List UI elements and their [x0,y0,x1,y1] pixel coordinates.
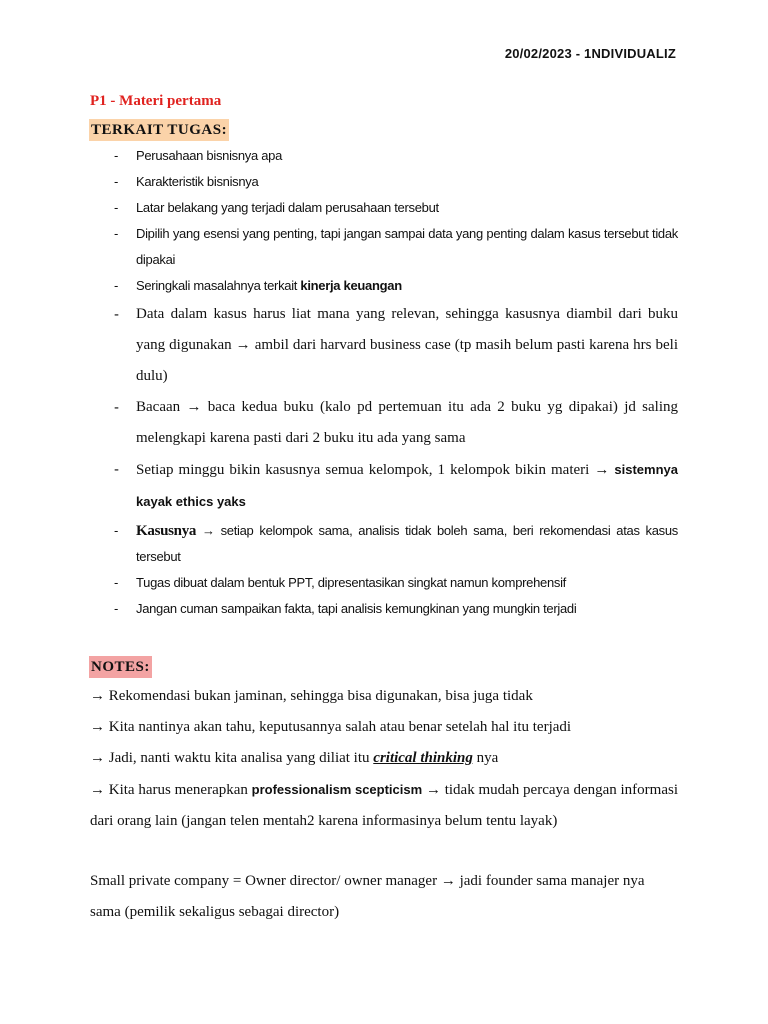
list-item: - Setiap minggu bikin kasusnya semua kelompok, 1 kelompok bikin materi → sistemnya kayak ethics yaks [114,454,678,518]
note-line: → Kita nantinya akan tahu, keputusannya salah atau benar setelah hal itu terjadi [90,719,572,735]
final-note: Small private company = Owner director/ owner manager → jadi founder sama manajer nya sama (pemilik sekaligus sebagai director) [90,873,645,920]
list-item: - Jangan cuman sampaikan fakta, tapi analisis kemungkinan yang mungkin terjadi [114,596,678,622]
list-item: - Bacaan → baca kedua buku (kalo pd pertemuan itu ada 2 buku yg dipakai) jd saling melengkapi karena pasti dari 2 buku itu ada yang sama [114,392,678,454]
bold-phrase: sistemnya kayak ethics yaks [136,462,678,509]
list-item: - Latar belakang yang terjadi dalam perusahaan tersebut [114,195,678,221]
emphasis-phrase: professionalism scepticism [251,782,423,797]
note-line: → Jadi, nanti waktu kita analisa yang diliat itu critical thinking nya [90,750,499,766]
bold-phrase: Kasusnya [136,523,197,539]
list-item: - Seringkali masalahnya terkait kinerja keuangan [114,273,678,299]
list-item: - Data dalam kasus harus liat mana yang relevan, sehingga kasusnya diambil dari buku yang digunakan → ambil dari harvard business case (tp masih belum pasti karena hrs beli dulu) [114,299,678,392]
section-title: P1 - Materi pertama [90,93,222,109]
list-item: - Dipilih yang esensi yang penting, tapi jangan sampai data yang penting dalam kasus tersebut tidak dipakai [114,221,678,273]
tugas-list [114,143,678,622]
tugas-heading: TERKAIT TUGAS: [89,119,229,141]
note-line: → Rekomendasi bukan jaminan, sehingga bisa digunakan, bisa juga tidak [90,688,533,704]
list-item: - Tugas dibuat dalam bentuk PPT, dipresentasikan singkat namun komprehensif [114,570,678,596]
list-item: - Karakteristik bisnisnya [114,169,678,195]
notes-block [90,681,678,837]
emphasis-phrase: critical thinking [373,750,473,766]
note-line: → Kita harus menerapkan professionalism scepticism → tidak mudah percaya dengan informasi dari orang lain (jangan telen mentah2 karena informasinya belum tentu layak) [90,782,679,829]
header-date-label: 20/02/2023 - 1NDIVIDUALIZ [504,46,676,61]
list-item: - Perusahaan bisnisnya apa [114,143,678,169]
list-item: - Kasusnya → setiap kelompok sama, analisis tidak boleh sama, beri rekomendasi atas kasus tersebut [114,518,678,570]
bold-phrase: kinerja keuangan [300,278,402,293]
notes-heading: NOTES: [89,656,152,678]
